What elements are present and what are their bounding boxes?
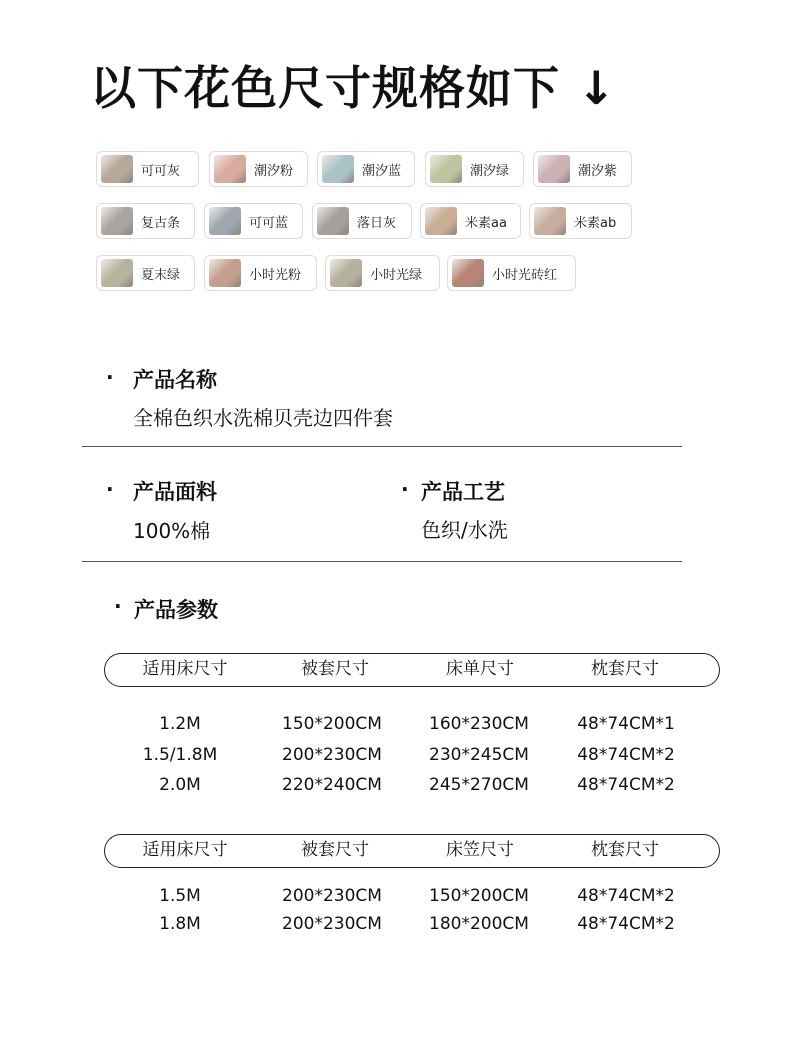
swatch-thumbnail bbox=[101, 259, 133, 287]
table-cell: 48*74CM*2 bbox=[577, 775, 675, 795]
table-cell: 150*200CM bbox=[429, 886, 529, 906]
table-cell: 200*230CM bbox=[282, 914, 382, 934]
table-cell: 1.5/1.8M bbox=[142, 745, 218, 765]
swatch-thumbnail bbox=[538, 155, 570, 183]
table-cell: 48*74CM*2 bbox=[577, 886, 675, 906]
swatch-item[interactable] bbox=[317, 151, 415, 187]
table2-header-cell: 床笠尺寸 bbox=[446, 840, 514, 860]
swatch-thumbnail bbox=[214, 155, 246, 183]
swatch-label: 米素aa bbox=[465, 215, 507, 231]
bullet: · bbox=[106, 477, 114, 501]
craft-heading: 产品工艺 bbox=[421, 480, 505, 504]
table1-header-cell: 枕套尺寸 bbox=[591, 659, 659, 679]
swatch-item[interactable] bbox=[96, 203, 195, 239]
swatch-item[interactable] bbox=[96, 151, 199, 187]
swatch-item[interactable] bbox=[96, 255, 195, 291]
swatch-thumbnail bbox=[101, 155, 133, 183]
table2-header-cell: 枕套尺寸 bbox=[591, 840, 659, 860]
product-name-heading: 产品名称 bbox=[133, 368, 217, 392]
swatch-label: 可可蓝 bbox=[249, 215, 289, 231]
params-heading: 产品参数 bbox=[134, 598, 218, 622]
swatch-thumbnail bbox=[425, 207, 457, 235]
swatch-item[interactable] bbox=[204, 255, 317, 291]
table-cell: 48*74CM*1 bbox=[577, 714, 675, 734]
swatch-thumbnail bbox=[317, 207, 349, 235]
table-cell: 160*230CM bbox=[429, 714, 529, 734]
swatch-label: 复古条 bbox=[141, 215, 181, 231]
table1-header-cell: 适用床尺寸 bbox=[142, 659, 228, 679]
swatch-item[interactable] bbox=[204, 203, 303, 239]
arrow-down-icon: ↓ bbox=[577, 61, 617, 115]
swatch-item[interactable] bbox=[533, 151, 632, 187]
swatch-thumbnail bbox=[101, 207, 133, 235]
table-cell: 2.0M bbox=[159, 775, 201, 795]
swatch-item[interactable] bbox=[425, 151, 524, 187]
product-name-value: 全棉色织水洗棉贝壳边四件套 bbox=[133, 406, 393, 430]
swatch-item[interactable] bbox=[325, 255, 440, 291]
swatch-label: 潮汐紫 bbox=[578, 163, 618, 179]
swatch-thumbnail bbox=[209, 259, 241, 287]
swatch-label: 小时光粉 bbox=[249, 267, 302, 283]
swatch-label: 小时光砖红 bbox=[492, 267, 558, 283]
bullet: · bbox=[106, 365, 114, 389]
divider bbox=[82, 561, 682, 562]
page-title-text: 以下花色尺寸规格如下 bbox=[90, 61, 560, 115]
table-cell: 245*270CM bbox=[429, 775, 529, 795]
swatch-label: 可可灰 bbox=[141, 163, 181, 179]
swatch-thumbnail bbox=[534, 207, 566, 235]
swatch-thumbnail bbox=[430, 155, 462, 183]
swatch-label: 潮汐绿 bbox=[470, 163, 510, 179]
swatch-label: 落日灰 bbox=[357, 215, 397, 231]
swatch-thumbnail bbox=[209, 207, 241, 235]
bullet: · bbox=[114, 594, 122, 618]
material-heading: 产品面料 bbox=[133, 480, 217, 504]
material-value: 100%棉 bbox=[133, 519, 211, 543]
table-cell: 180*200CM bbox=[429, 914, 529, 934]
page-title bbox=[90, 56, 617, 120]
swatch-thumbnail bbox=[322, 155, 354, 183]
swatch-thumbnail bbox=[330, 259, 362, 287]
swatch-label: 米素ab bbox=[574, 215, 617, 231]
table-cell: 200*230CM bbox=[282, 886, 382, 906]
table-cell: 1.8M bbox=[159, 914, 201, 934]
table-cell: 200*230CM bbox=[282, 745, 382, 765]
swatch-label: 潮汐粉 bbox=[254, 163, 294, 179]
swatch-thumbnail bbox=[452, 259, 484, 287]
swatch-item[interactable] bbox=[529, 203, 632, 239]
table2-header-cell: 适用床尺寸 bbox=[142, 840, 228, 860]
table-cell: 150*200CM bbox=[282, 714, 382, 734]
table1-header-cell: 床单尺寸 bbox=[446, 659, 514, 679]
table-cell: 1.5M bbox=[159, 886, 201, 906]
craft-value: 色织/水洗 bbox=[421, 518, 508, 542]
swatch-label: 夏末绿 bbox=[141, 267, 181, 283]
swatch-label: 小时光绿 bbox=[370, 267, 423, 283]
swatch-item[interactable] bbox=[420, 203, 521, 239]
table-cell: 220*240CM bbox=[282, 775, 382, 795]
table-cell: 230*245CM bbox=[429, 745, 529, 765]
swatch-item[interactable] bbox=[312, 203, 412, 239]
table2-header-cell: 被套尺寸 bbox=[301, 840, 369, 860]
swatch-item[interactable] bbox=[447, 255, 576, 291]
table-cell: 48*74CM*2 bbox=[577, 914, 675, 934]
table2-header bbox=[104, 834, 720, 868]
swatch-label: 潮汐蓝 bbox=[362, 163, 402, 179]
table1-header-cell: 被套尺寸 bbox=[301, 659, 369, 679]
swatch-item[interactable] bbox=[209, 151, 308, 187]
divider bbox=[82, 446, 682, 447]
bullet: · bbox=[401, 477, 409, 501]
table-cell: 48*74CM*2 bbox=[577, 745, 675, 765]
table-cell: 1.2M bbox=[159, 714, 201, 734]
table1-header bbox=[104, 653, 720, 687]
